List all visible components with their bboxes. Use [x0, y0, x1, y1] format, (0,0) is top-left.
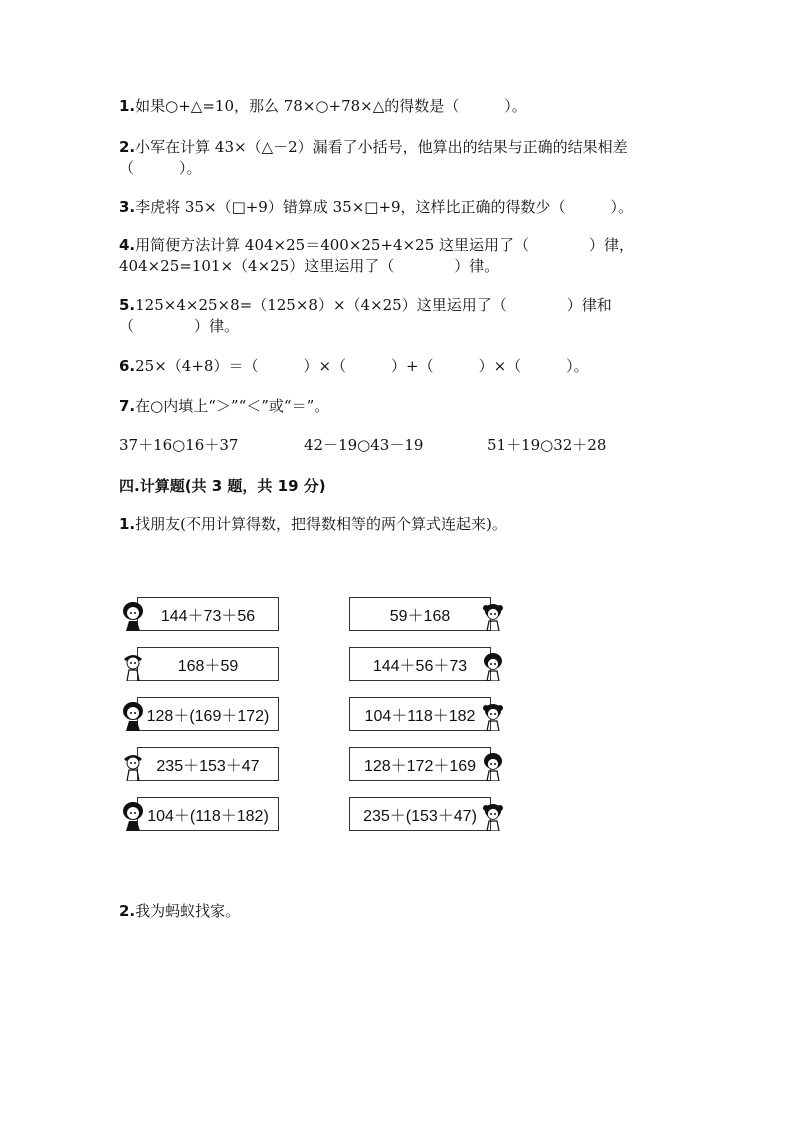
question-text: 在○内填上“＞”“＜”或“＝”。 [135, 397, 330, 415]
comparison-2: 42－19○43－19 [304, 436, 424, 454]
girl-figure-icon [121, 701, 145, 731]
girl-figure-icon [481, 651, 505, 681]
question-text: 125×4×25×8=（125×8）×（4×25）这里运用了（ ）律和 [135, 296, 612, 314]
question-number: 5. [119, 296, 136, 314]
question-5 [119, 295, 679, 337]
question-text-line-2: （ ）律。 [119, 317, 240, 335]
question-3 [119, 197, 679, 218]
girl-figure-icon [121, 601, 145, 631]
girl-figure-icon [481, 701, 505, 731]
calc-question-1 [119, 514, 679, 535]
right-expression-box[interactable]: 59＋168 [349, 597, 491, 631]
boy-figure-icon [121, 751, 145, 781]
question-2 [119, 137, 679, 179]
question-text: 我为蚂蚁找家。 [135, 902, 241, 920]
question-1 [119, 96, 679, 117]
girl-figure-icon [121, 801, 145, 831]
left-expression-box[interactable]: 168＋59 [137, 647, 279, 681]
question-number: 2. [119, 138, 136, 156]
question-text: 找朋友(不用计算得数，把得数相等的两个算式连起来)。 [135, 515, 507, 533]
question-number: 6. [119, 357, 136, 375]
girl-figure-icon [481, 801, 505, 831]
question-text: 李虎将 35×（□+9）错算成 35×□+9，这样比正确的得数少（ ）。 [135, 198, 634, 216]
girl-figure-icon [481, 751, 505, 781]
right-expression-box[interactable]: 144＋56＋73 [349, 647, 491, 681]
question-number: 1. [119, 97, 136, 115]
right-expression-box[interactable]: 235＋(153＋47) [349, 797, 491, 831]
left-expression-box[interactable]: 104＋(118＋182) [137, 797, 279, 831]
question-7 [119, 396, 679, 417]
comparison-1: 37＋16○16＋37 [119, 436, 239, 454]
right-expression-box[interactable]: 104＋118＋182 [349, 697, 491, 731]
question-text: 25×（4+8）＝（ ）×（ ）+（ ）×（ ）。 [135, 357, 589, 375]
question-number: 7. [119, 397, 136, 415]
section-title: 四.计算题(共 3 题，共 19 分) [119, 477, 326, 495]
question-text-line-2: 404×25=101×（4×25）这里运用了（ ）律。 [119, 257, 500, 275]
question-4 [119, 235, 679, 277]
question-6 [119, 356, 679, 377]
calc-question-2 [119, 901, 679, 922]
left-expression-box[interactable]: 144＋73＋56 [137, 597, 279, 631]
question-text: 用简便方法计算 404×25＝400×25+4×25 这里运用了（ ）律， [135, 236, 635, 254]
left-expression-box[interactable]: 128＋(169＋172) [137, 697, 279, 731]
question-number: 1. [119, 515, 136, 533]
question-number: 2. [119, 902, 136, 920]
question-text: 如果○+△=10，那么 78×○+78×△的得数是（ ）。 [135, 97, 527, 115]
left-expression-box[interactable]: 235＋153＋47 [137, 747, 279, 781]
girl-figure-icon [481, 601, 505, 631]
comparison-3: 51＋19○32＋28 [487, 436, 607, 454]
right-expression-box[interactable]: 128＋172＋169 [349, 747, 491, 781]
question-text: 小军在计算 43×（△－2）漏看了小括号，他算出的结果与正确的结果相差 [135, 138, 628, 156]
question-number: 3. [119, 198, 136, 216]
question-number: 4. [119, 236, 136, 254]
question-text-line-2: （ ）。 [119, 159, 202, 177]
boy-figure-icon [121, 651, 145, 681]
